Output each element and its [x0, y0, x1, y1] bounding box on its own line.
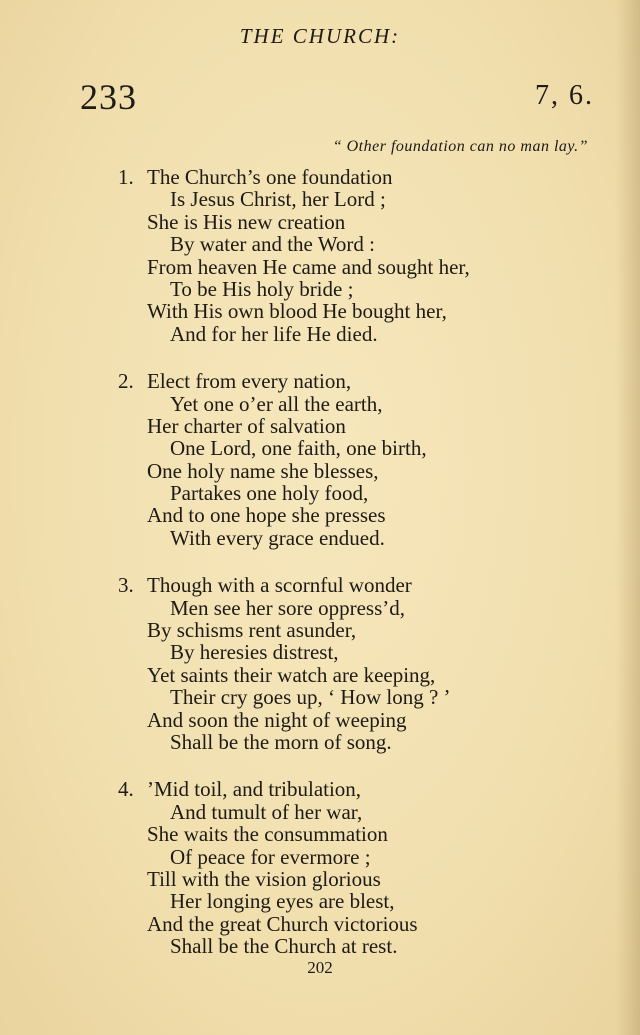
verse-line: She is His new creation	[147, 209, 346, 234]
verse-4	[0, 778, 640, 957]
verse-line: One holy name she blesses,	[147, 458, 379, 483]
verse-line: She waits the consummation	[147, 822, 388, 847]
verse-line: Shall be the Church at rest.	[170, 934, 398, 959]
verse-number: 2.	[118, 369, 134, 394]
verse-line: Their cry goes up, ‘ How long ? ’	[170, 685, 451, 710]
verse-line: Her longing eyes are blest,	[170, 889, 395, 914]
verse-line: Men see her sore oppress’d,	[170, 595, 406, 620]
page-number: 202	[307, 958, 333, 977]
verse-line: Though with a scornful wonder	[147, 573, 412, 598]
verse-line: Shall be the morn of song.	[170, 729, 392, 754]
verse-line: With every grace endued.	[170, 525, 385, 550]
meter: 7, 6.	[535, 80, 594, 111]
verse-line: Of peace for evermore ;	[170, 844, 371, 869]
verse-line: By heresies distrest,	[170, 640, 339, 665]
hymn-number: 233	[80, 77, 137, 117]
epigraph: “ Other foundation can no man lay.”	[332, 138, 588, 155]
verse-line: Yet saints their watch are keeping,	[147, 662, 436, 687]
verse-line: ’Mid toil, and tribulation,	[147, 777, 362, 802]
verse-3	[0, 574, 640, 753]
verse-line: The Church’s one foundation	[147, 165, 393, 189]
verse-line: And soon the night of weeping	[147, 707, 407, 732]
verse-line: And to one hope she presses	[147, 503, 386, 528]
verse-line: And tumult of her war,	[170, 799, 363, 824]
verse-line: Her charter of salvation	[147, 413, 346, 438]
verse-line: Till with the vision glorious	[147, 866, 381, 891]
verse-1	[0, 166, 640, 345]
verse-line: Partakes one holy food,	[170, 481, 369, 506]
verse-number: 4.	[118, 777, 134, 802]
verse-line: By schisms rent asunder,	[147, 618, 357, 643]
verse-line: With His own blood He bought her,	[147, 299, 447, 324]
verse-line: And the great Church victorious	[147, 911, 418, 936]
verse-line: From heaven He came and sought her,	[147, 254, 470, 279]
verse-number: 1.	[118, 165, 134, 189]
verse-line: Yet one o’er all the earth,	[170, 391, 383, 416]
verse-line: Is Jesus Christ, her Lord ;	[170, 187, 386, 212]
verse-number: 3.	[118, 573, 134, 598]
verse-2	[0, 370, 640, 549]
running-head: THE CHURCH:	[239, 24, 401, 48]
verse-line: To be His holy bride ;	[170, 276, 354, 301]
verse-line: Elect from every nation,	[147, 369, 352, 394]
verse-line: And for her life He died.	[170, 321, 378, 346]
verse-line: One Lord, one faith, one birth,	[170, 436, 427, 461]
verse-line: By water and the Word :	[170, 232, 375, 257]
verses	[0, 166, 640, 983]
